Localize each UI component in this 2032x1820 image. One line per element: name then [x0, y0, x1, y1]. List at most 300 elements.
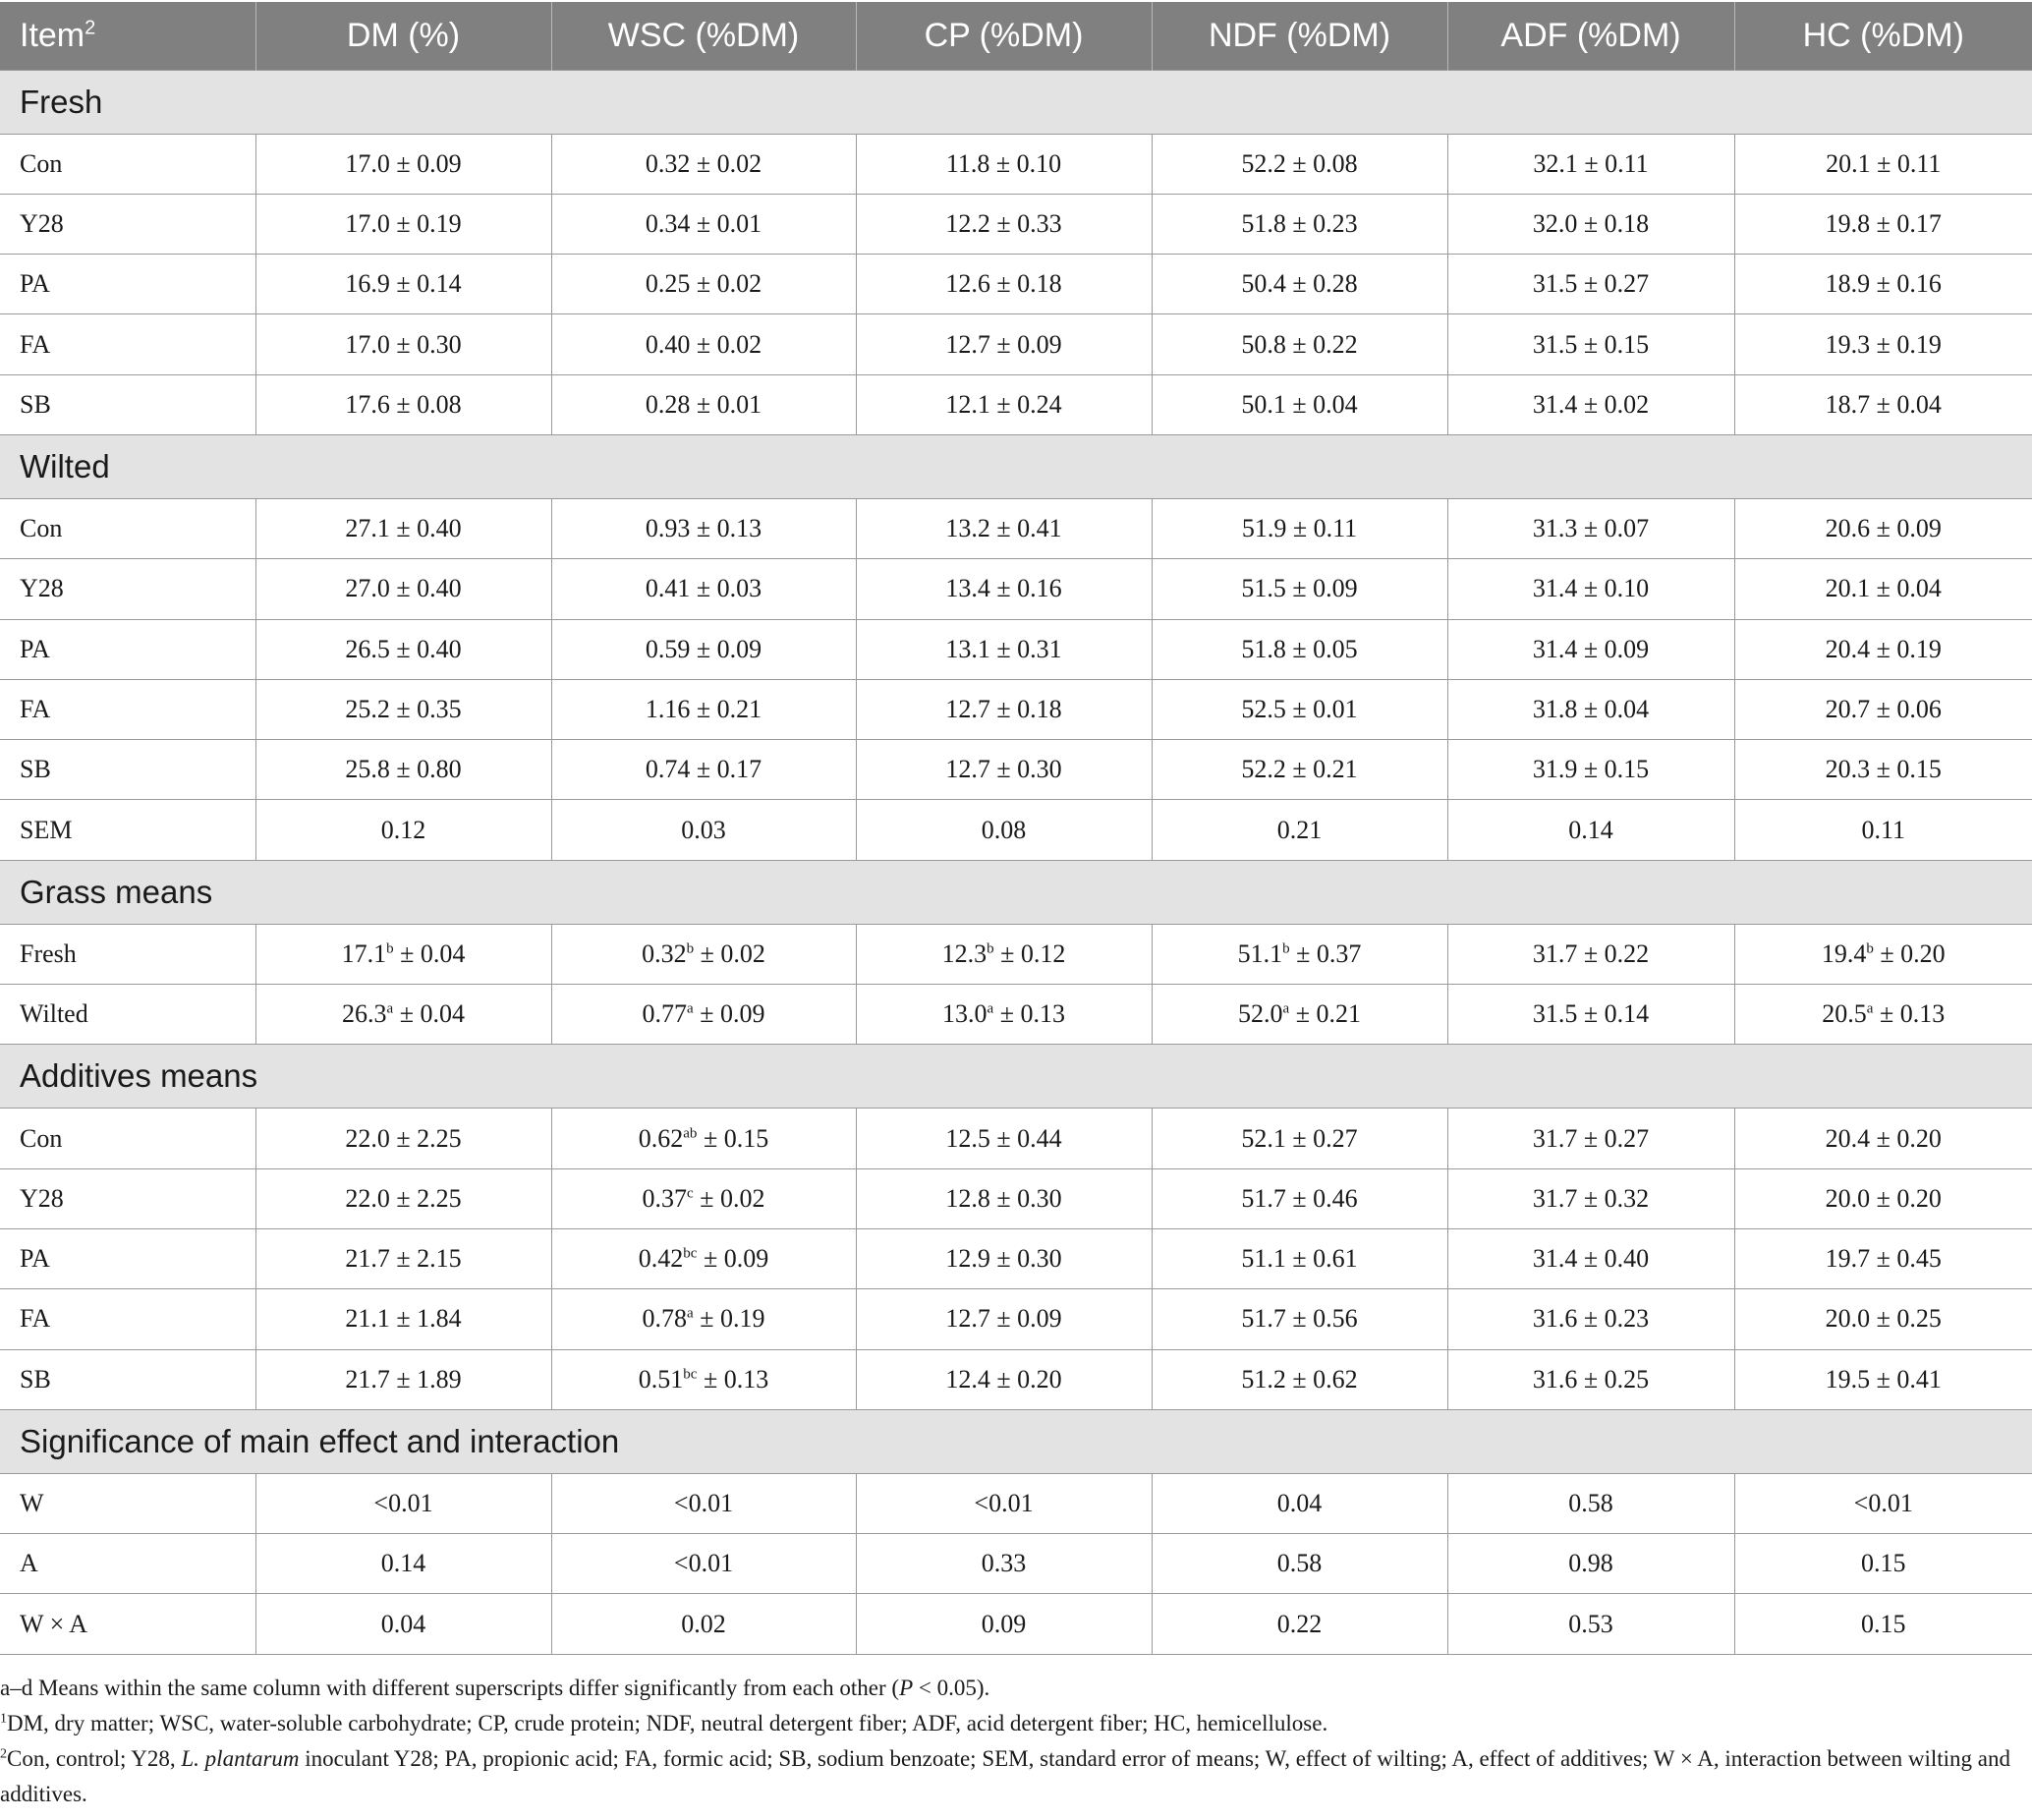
cell-value: 31.4 ± 0.09 [1532, 634, 1650, 663]
cell-superscript: bc [683, 1366, 698, 1383]
cell-value: 19.8 ± 0.17 [1825, 208, 1942, 238]
table-cell [1734, 1168, 2032, 1228]
cell-value: 12.7 ± 0.09 [945, 329, 1062, 359]
cell-value: 12.4 ± 0.20 [945, 1364, 1062, 1393]
cell-superscript: a [1282, 1000, 1290, 1017]
cell-value: 31.4 ± 0.02 [1532, 389, 1650, 419]
footnote-2 [0, 1741, 2024, 1812]
table-cell [1734, 374, 2032, 434]
cell-value: 12.7 ± 0.30 [945, 755, 1062, 784]
section-title: Wilted [0, 434, 2032, 498]
cell-superscript: b [987, 940, 994, 957]
table-cell [1152, 1349, 1447, 1409]
table-cell [1734, 1473, 2032, 1533]
cell-value: 52.2 ± 0.08 [1241, 148, 1358, 178]
cell-value: 20.7 ± 0.06 [1825, 695, 1942, 724]
row-label: SB [0, 374, 255, 434]
section-header [0, 434, 2032, 498]
table-row [0, 924, 2032, 984]
cell-value: 27.1 ± 0.40 [345, 514, 462, 543]
footnote-2-text-a: Con, control; Y28, [7, 1746, 182, 1771]
section-header [0, 1409, 2032, 1473]
cell-value: 12.9 ± 0.30 [945, 1244, 1062, 1274]
table-cell [1734, 1594, 2032, 1654]
section-title: Fresh [0, 70, 2032, 134]
section-title: Significance of main effect and interaction [0, 1409, 2032, 1473]
cell-value: 26.3 [342, 999, 387, 1029]
cell-value: 0.02 [681, 1609, 726, 1638]
section-header [0, 1045, 2032, 1109]
table-cell [1152, 1109, 1447, 1168]
table-cell [551, 619, 856, 679]
table-cell [856, 1349, 1152, 1409]
table-cell [255, 255, 551, 314]
footnote-significance-end: < 0.05). [913, 1676, 990, 1700]
cell-error: ± 0.02 [693, 1183, 765, 1213]
cell-value: 32.1 ± 0.11 [1533, 148, 1649, 178]
table-cell [255, 1168, 551, 1228]
cell-error: ± 0.15 [697, 1123, 769, 1153]
table-cell [1152, 1228, 1447, 1288]
section-title: Additives means [0, 1045, 2032, 1109]
cell-value: 52.2 ± 0.21 [1241, 755, 1358, 784]
table-cell [255, 1109, 551, 1168]
cell-value: 0.15 [1861, 1549, 1906, 1578]
cell-value: 0.22 [1276, 1609, 1323, 1638]
cell-value: 31.4 ± 0.10 [1532, 574, 1650, 603]
table-cell [1447, 740, 1734, 800]
table-row [0, 559, 2032, 619]
table-cell [1734, 679, 2032, 739]
table-cell [1447, 255, 1734, 314]
cell-value: 31.7 ± 0.32 [1532, 1183, 1650, 1213]
cell-superscript: b [1282, 940, 1290, 957]
cell-error: ± 0.13 [993, 999, 1065, 1029]
row-label: Con [0, 498, 255, 558]
cell-value: 50.4 ± 0.28 [1241, 269, 1358, 299]
table-cell [1447, 1473, 1734, 1533]
cell-error: ± 0.02 [694, 938, 765, 968]
cell-value: 0.12 [380, 815, 426, 844]
table-cell [1447, 924, 1734, 984]
cell-error: ± 0.13 [1873, 999, 1946, 1029]
table-cell [551, 679, 856, 739]
table-cell [1447, 314, 1734, 374]
row-label: FA [0, 1289, 255, 1349]
section-header [0, 70, 2032, 134]
table-row [0, 1473, 2032, 1533]
table-cell [255, 619, 551, 679]
cell-error: ± 0.20 [1873, 938, 1946, 968]
table-cell [551, 800, 856, 860]
table-cell [856, 314, 1152, 374]
cell-value: 12.1 ± 0.24 [945, 389, 1062, 419]
table-cell [1152, 374, 1447, 434]
table-row [0, 498, 2032, 558]
header-hc: HC (%DM) [1734, 2, 2032, 70]
cell-value: <0.01 [1853, 1488, 1913, 1517]
cell-value: 22.0 ± 2.25 [345, 1183, 462, 1213]
table-cell [551, 740, 856, 800]
row-label: Con [0, 134, 255, 194]
table-cell [255, 314, 551, 374]
cell-error: ± 0.09 [697, 1244, 769, 1274]
table-row [0, 1349, 2032, 1409]
cell-value: 31.5 ± 0.15 [1532, 329, 1650, 359]
table-cell [551, 374, 856, 434]
cell-value: 13.1 ± 0.31 [945, 634, 1062, 663]
table-cell [1447, 1594, 1734, 1654]
cell-value: 31.6 ± 0.25 [1532, 1364, 1650, 1393]
cell-value: 0.58 [1276, 1549, 1323, 1578]
table-cell [1152, 255, 1447, 314]
cell-value: 12.7 ± 0.09 [945, 1304, 1062, 1334]
cell-value: 13.4 ± 0.16 [945, 574, 1062, 603]
table-cell [1734, 1109, 2032, 1168]
table-cell [1447, 800, 1734, 860]
table-cell [1152, 1168, 1447, 1228]
row-label: Fresh [0, 924, 255, 984]
table-cell [1152, 800, 1447, 860]
table-cell [255, 1349, 551, 1409]
table-cell [551, 985, 856, 1045]
table-cell [856, 1534, 1152, 1594]
table-cell [856, 559, 1152, 619]
footnote-1-marker: 1 [0, 1711, 7, 1727]
table-cell [856, 134, 1152, 194]
table-cell [255, 1289, 551, 1349]
table-cell [1734, 985, 2032, 1045]
cell-superscript: a [687, 1000, 694, 1017]
cell-value: 0.74 ± 0.17 [645, 755, 762, 784]
cell-value: 20.0 ± 0.20 [1825, 1183, 1942, 1213]
table-cell [856, 985, 1152, 1045]
table-cell [1734, 194, 2032, 254]
cell-value: 0.04 [1276, 1488, 1323, 1517]
table-row [0, 1109, 2032, 1168]
table-cell [856, 194, 1152, 254]
table-cell [255, 374, 551, 434]
cell-value: 25.8 ± 0.80 [345, 755, 462, 784]
cell-value: 0.11 [1861, 815, 1906, 844]
table-cell [1734, 740, 2032, 800]
table-cell [1447, 559, 1734, 619]
table-cell [856, 619, 1152, 679]
cell-value: 0.09 [981, 1609, 1027, 1638]
table-cell [1447, 619, 1734, 679]
cell-value: 31.7 ± 0.22 [1532, 938, 1650, 968]
table-cell [1152, 679, 1447, 739]
table-cell [1734, 255, 2032, 314]
cell-value: 17.0 ± 0.19 [345, 208, 462, 238]
table-cell [1447, 498, 1734, 558]
row-label: PA [0, 1228, 255, 1288]
cell-value: 51.2 ± 0.62 [1241, 1364, 1358, 1393]
table-cell [551, 1534, 856, 1594]
table-cell [551, 1594, 856, 1654]
cell-value: 13.2 ± 0.41 [945, 514, 1062, 543]
cell-value: 17.0 ± 0.09 [345, 148, 462, 178]
header-dm: DM (%) [255, 2, 551, 70]
table-cell [1447, 374, 1734, 434]
cell-value: 31.8 ± 0.04 [1532, 695, 1650, 724]
table-row [0, 1168, 2032, 1228]
cell-value: 0.77 [642, 999, 688, 1029]
table-cell [255, 740, 551, 800]
cell-value: 51.1 [1237, 938, 1283, 968]
cell-superscript: a [687, 1305, 694, 1322]
header-item-label: Item [20, 16, 85, 54]
cell-value: 31.5 ± 0.14 [1532, 999, 1650, 1029]
table-cell [255, 559, 551, 619]
table-cell [1734, 1349, 2032, 1409]
cell-value: 51.7 ± 0.46 [1241, 1183, 1358, 1213]
table-row [0, 1228, 2032, 1288]
cell-value: 21.7 ± 2.15 [345, 1244, 462, 1274]
cell-value: 51.7 ± 0.56 [1241, 1304, 1358, 1334]
table-cell [856, 1168, 1152, 1228]
cell-value: 52.5 ± 0.01 [1241, 695, 1358, 724]
cell-value: 16.9 ± 0.14 [345, 269, 462, 299]
cell-value: 18.7 ± 0.04 [1825, 389, 1942, 419]
table-cell [856, 1594, 1152, 1654]
cell-value: 20.0 ± 0.25 [1825, 1304, 1942, 1334]
cell-value: 26.5 ± 0.40 [345, 634, 462, 663]
row-label: Y28 [0, 559, 255, 619]
table-cell [856, 1109, 1152, 1168]
cell-value: 19.3 ± 0.19 [1825, 329, 1942, 359]
cell-error: ± 0.04 [393, 999, 465, 1029]
cell-value: 12.6 ± 0.18 [945, 269, 1062, 299]
cell-value: 50.8 ± 0.22 [1241, 329, 1358, 359]
table-cell [1447, 1534, 1734, 1594]
cell-value: 0.08 [981, 815, 1027, 844]
cell-value: 31.4 ± 0.40 [1532, 1244, 1650, 1274]
cell-value: 51.8 ± 0.05 [1241, 634, 1358, 663]
table-cell [255, 194, 551, 254]
table-row [0, 1289, 2032, 1349]
table-cell [1734, 1228, 2032, 1288]
table-cell [856, 679, 1152, 739]
table-cell [255, 134, 551, 194]
table-row [0, 740, 2032, 800]
cell-value: 0.21 [1276, 815, 1323, 844]
cell-value: 0.93 ± 0.13 [645, 514, 762, 543]
table-cell [551, 1168, 856, 1228]
table-footnotes [0, 1671, 2024, 1812]
table-cell [856, 1473, 1152, 1533]
table-cell [255, 1534, 551, 1594]
table-row [0, 374, 2032, 434]
cell-value: 20.4 ± 0.19 [1825, 634, 1942, 663]
cell-value: 22.0 ± 2.25 [345, 1123, 462, 1153]
footnote-significance-text: a–d Means within the same column with different superscripts differ significantly from each other ( [0, 1676, 900, 1700]
table-cell [551, 1349, 856, 1409]
cell-value: 20.4 ± 0.20 [1825, 1123, 1942, 1153]
table-row [0, 1534, 2032, 1594]
table-cell [551, 194, 856, 254]
cell-error: ± 0.13 [697, 1364, 769, 1393]
cell-value: 20.5 [1822, 999, 1867, 1029]
table-cell [1152, 134, 1447, 194]
footnote-2-marker: 2 [0, 1746, 7, 1762]
cell-value: 27.0 ± 0.40 [345, 574, 462, 603]
cell-value: 25.2 ± 0.35 [345, 695, 462, 724]
cell-superscript: a [386, 1000, 394, 1017]
table-cell [1734, 498, 2032, 558]
cell-value: <0.01 [974, 1488, 1034, 1517]
footnote-1 [0, 1706, 2024, 1741]
cell-value: 0.25 ± 0.02 [645, 269, 762, 299]
cell-value: 0.14 [1568, 815, 1613, 844]
table-cell [1734, 134, 2032, 194]
table-row [0, 800, 2032, 860]
table-cell [255, 800, 551, 860]
table-cell [1447, 194, 1734, 254]
cell-superscript: a [1866, 1000, 1874, 1017]
cell-value: 17.6 ± 0.08 [345, 389, 462, 419]
table-row [0, 985, 2032, 1045]
cell-value: 31.6 ± 0.23 [1532, 1304, 1650, 1334]
row-label: Y28 [0, 194, 255, 254]
cell-value: 12.3 [941, 938, 988, 968]
table-cell [1152, 498, 1447, 558]
cell-value: 19.5 ± 0.41 [1825, 1364, 1942, 1393]
table-row [0, 134, 2032, 194]
cell-value: 0.15 [1861, 1609, 1906, 1638]
table-cell [255, 679, 551, 739]
header-adf: ADF (%DM) [1447, 2, 1734, 70]
table-cell [1152, 1594, 1447, 1654]
table-cell [1152, 1534, 1447, 1594]
table-cell [255, 498, 551, 558]
table-cell [551, 1289, 856, 1349]
row-label: Wilted [0, 985, 255, 1045]
cell-value: 13.0 [942, 999, 988, 1029]
cell-value: 12.8 ± 0.30 [945, 1183, 1062, 1213]
table-cell [856, 255, 1152, 314]
table-cell [1152, 985, 1447, 1045]
table-cell [1447, 1228, 1734, 1288]
data-table [0, 2, 2032, 1655]
cell-value: 0.33 [981, 1549, 1027, 1578]
table-cell [255, 1594, 551, 1654]
cell-value: 20.6 ± 0.09 [1825, 514, 1942, 543]
row-label: A [0, 1534, 255, 1594]
cell-value: 52.1 ± 0.27 [1241, 1123, 1358, 1153]
table-cell [551, 1109, 856, 1168]
table-cell [1447, 985, 1734, 1045]
header-item [0, 2, 255, 70]
row-label: SEM [0, 800, 255, 860]
table-cell [551, 924, 856, 984]
table-cell [255, 1473, 551, 1533]
cell-value: 0.41 ± 0.03 [645, 574, 762, 603]
cell-value: 31.9 ± 0.15 [1532, 755, 1650, 784]
table-cell [1734, 1534, 2032, 1594]
cell-value: 17.1 [341, 938, 387, 968]
cell-value: <0.01 [373, 1488, 433, 1517]
table-row [0, 314, 2032, 374]
cell-value: 0.42 [638, 1244, 684, 1274]
cell-value: 0.78 [642, 1304, 688, 1334]
table-cell [856, 498, 1152, 558]
cell-superscript: b [1866, 940, 1874, 957]
table-cell [255, 924, 551, 984]
row-label: SB [0, 1349, 255, 1409]
table-cell [1734, 1289, 2032, 1349]
table-cell [1447, 1109, 1734, 1168]
footnote-1-text: DM, dry matter; WSC, water-soluble carbohydrate; CP, crude protein; NDF, neutral detergent fiber; ADF, acid detergent fiber; HC, hemicellulose. [7, 1711, 1328, 1735]
cell-value: 51.1 ± 0.61 [1241, 1244, 1358, 1274]
table-cell [551, 498, 856, 558]
cell-value: <0.01 [673, 1488, 734, 1517]
row-label: FA [0, 314, 255, 374]
table-row [0, 1594, 2032, 1654]
cell-value: 12.2 ± 0.33 [945, 208, 1062, 238]
table-cell [1734, 619, 2032, 679]
cell-value: 0.34 ± 0.01 [645, 208, 762, 238]
section-title: Grass means [0, 860, 2032, 924]
table-row [0, 255, 2032, 314]
cell-value: 31.3 ± 0.07 [1532, 514, 1650, 543]
cell-superscript: a [987, 1000, 994, 1017]
row-label: Con [0, 1109, 255, 1168]
cell-error: ± 0.19 [693, 1304, 765, 1334]
row-label: FA [0, 679, 255, 739]
table-cell [551, 1473, 856, 1533]
cell-value: 19.4 [1821, 938, 1867, 968]
table-cell [1152, 1473, 1447, 1533]
table-cell [856, 800, 1152, 860]
cell-value: 0.03 [681, 815, 726, 844]
table-cell [1152, 314, 1447, 374]
table-cell [255, 1228, 551, 1288]
table-cell [856, 1289, 1152, 1349]
header-ndf: NDF (%DM) [1152, 2, 1447, 70]
table-cell [1447, 1289, 1734, 1349]
table-cell [1734, 314, 2032, 374]
cell-value: 0.40 ± 0.02 [645, 329, 762, 359]
cell-value: 12.5 ± 0.44 [945, 1123, 1062, 1153]
table-cell [1447, 134, 1734, 194]
cell-value: 19.7 ± 0.45 [1825, 1244, 1942, 1274]
cell-value: 51.5 ± 0.09 [1241, 574, 1358, 603]
cell-value: 32.0 ± 0.18 [1532, 208, 1650, 238]
cell-superscript: bc [683, 1245, 698, 1262]
section-header [0, 860, 2032, 924]
row-label: PA [0, 619, 255, 679]
cell-value: 1.16 ± 0.21 [645, 695, 762, 724]
table-cell [551, 559, 856, 619]
cell-value: 0.58 [1568, 1488, 1613, 1517]
table-cell [1152, 619, 1447, 679]
row-label: W × A [0, 1594, 255, 1654]
cell-error: ± 0.09 [693, 999, 765, 1029]
table-cell [551, 314, 856, 374]
cell-value: 17.0 ± 0.30 [345, 329, 462, 359]
cell-value: 0.59 ± 0.09 [645, 634, 762, 663]
table-cell [856, 740, 1152, 800]
cell-value: 31.7 ± 0.27 [1532, 1123, 1650, 1153]
table-row [0, 679, 2032, 739]
table-cell [551, 255, 856, 314]
header-cp: CP (%DM) [856, 2, 1152, 70]
cell-value: 0.32 ± 0.02 [645, 148, 762, 178]
table-row [0, 619, 2032, 679]
row-label: SB [0, 740, 255, 800]
table-cell [1734, 924, 2032, 984]
